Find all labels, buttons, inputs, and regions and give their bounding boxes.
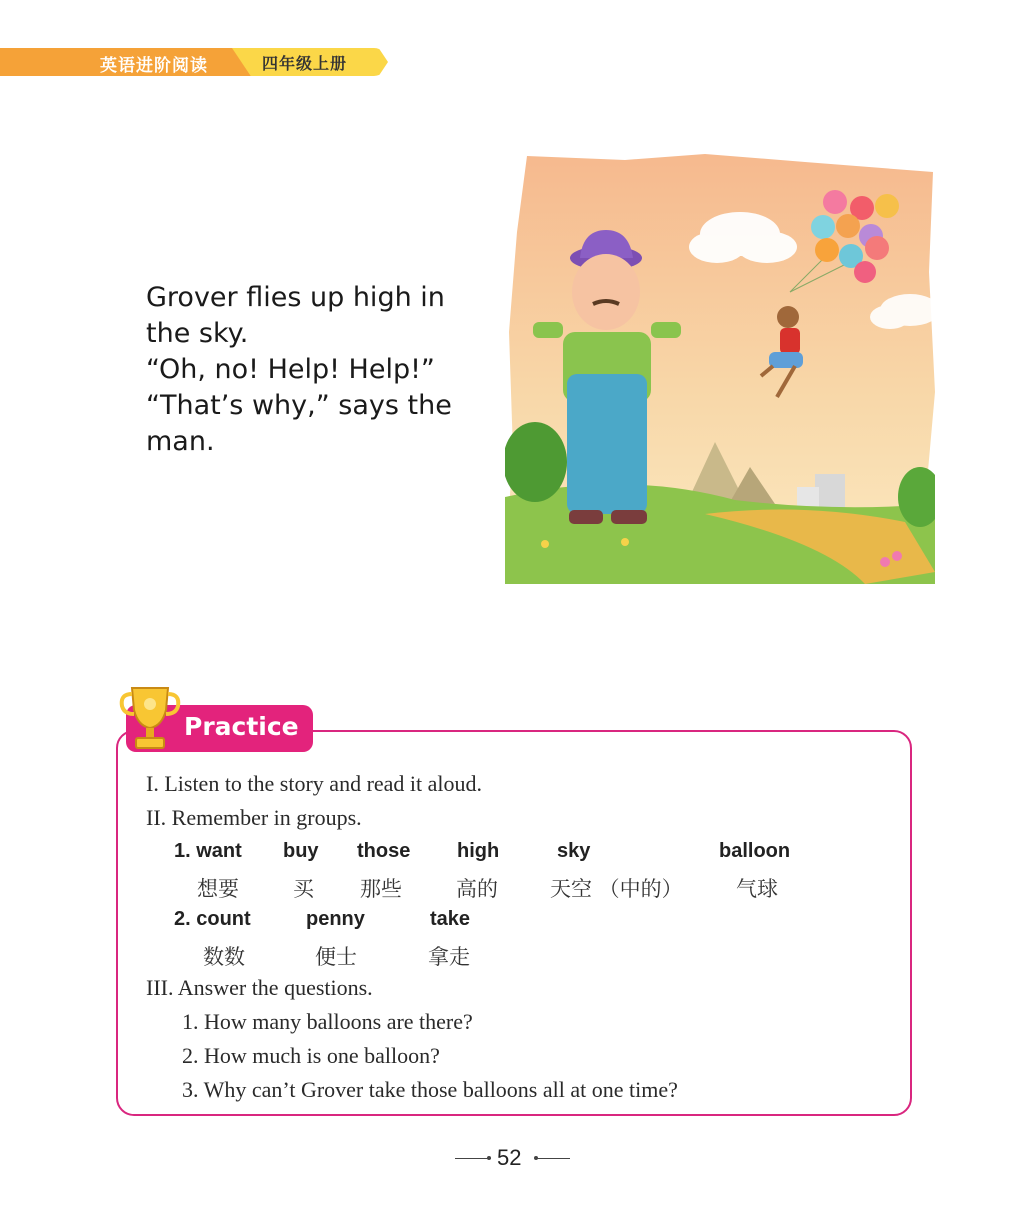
series-title: 英语进阶阅读	[100, 56, 208, 76]
vocab-meaning: 那些	[360, 877, 402, 901]
page-number-rule-left	[455, 1158, 491, 1159]
page-number-rule-right	[536, 1158, 570, 1159]
vocab-meaning: 拿走	[428, 945, 470, 969]
story-line: “Oh, no! Help! Help!”	[146, 354, 435, 385]
section-2-heading: II. Remember in groups.	[146, 805, 362, 830]
vocab-word: sky	[557, 840, 591, 862]
vocab-meaning: 数数	[203, 945, 245, 969]
vocab-word: buy	[283, 840, 319, 862]
question-item: 1. How many balloons are there?	[182, 1009, 473, 1034]
vocab-meaning: 气球	[736, 877, 778, 901]
vocab-meaning: 天空 （中的）	[550, 877, 683, 901]
vocab-word: those	[357, 840, 411, 862]
trophy-icon	[118, 682, 182, 752]
section-3-heading: III. Answer the questions.	[146, 975, 373, 1000]
story-line: “That’s why,” says the	[146, 390, 452, 421]
vocab-word: 2. count	[174, 908, 251, 930]
section-1-heading: I. Listen to the story and read it aloud.	[146, 771, 483, 796]
vocab-meaning: 高的	[456, 877, 498, 901]
vocab-meaning: 买	[293, 877, 314, 901]
story-line: the sky.	[146, 318, 249, 349]
practice-label: Practice	[184, 712, 299, 741]
story-line: man.	[146, 426, 215, 457]
vocab-word: balloon	[719, 840, 791, 862]
vocab-meaning: 便士	[315, 945, 357, 969]
grade-label: 四年级上册	[262, 54, 348, 73]
vocab-word: high	[457, 840, 500, 862]
page-number: 52	[497, 1145, 522, 1170]
page-number-dot	[487, 1156, 491, 1160]
vocab-word: take	[430, 908, 471, 930]
story-text	[146, 280, 486, 460]
story-illustration	[505, 152, 935, 587]
story-line: Grover flies up high in	[146, 282, 445, 313]
vocab-word: penny	[306, 908, 365, 930]
question-item: 3. Why can’t Grover take those balloons all at one time?	[182, 1077, 678, 1102]
question-item: 2. How much is one balloon?	[182, 1043, 440, 1068]
vocab-meaning: 想要	[197, 877, 239, 901]
vocab-word: 1. want	[174, 840, 242, 862]
